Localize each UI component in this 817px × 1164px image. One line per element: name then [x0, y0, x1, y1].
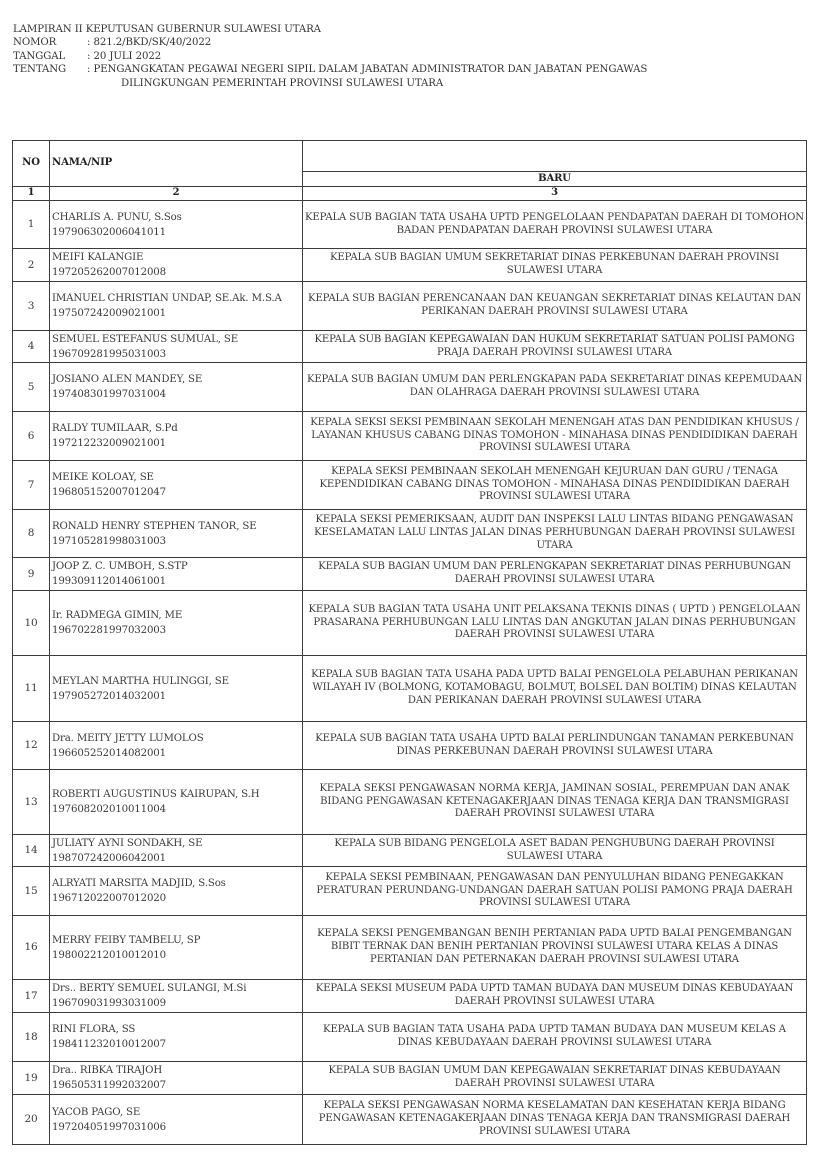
row-number: 4 — [13, 331, 50, 363]
employee-name: RONALD HENRY STEPHEN TANOR, SE — [52, 520, 257, 532]
employee-name: Dra. MEITY JETTY LUMOLOS — [52, 732, 204, 744]
new-position: KEPALA SUB BAGIAN TATA USAHA PADA UPTD BALAI PENGELOLA PELABUHAN PERIKANAN WILAYAH IV (BOLMONG, KOTAMOBAGU, BOLMUT, BOLSEL DAN BOLTIM) DINAS KELAUTAN DAN PERIKANAN DAERAH PROVINSI SULAWESI UTARA — [303, 656, 807, 722]
employee-name: MEIKE KOLOAY, SE — [52, 472, 154, 483]
new-position: KEPALA SUB BAGIAN PERENCANAAN DAN KEUANGAN SEKRETARIAT DINAS KELAUTAN DAN PERIKANAN DAERAH PROVINSI SULAWESI UTARA — [303, 282, 807, 331]
table-row — [13, 363, 807, 412]
employee-name-nip — [50, 867, 303, 916]
employee-nip: 198002212010012010 — [52, 949, 166, 961]
table-row — [13, 980, 807, 1013]
tanggal-value: : 20 JULI 2022 — [87, 50, 162, 62]
row-number: 7 — [13, 461, 50, 510]
employee-nip: 196505311992032007 — [52, 1080, 166, 1091]
employee-nip: 196605252014082001 — [52, 747, 166, 759]
employee-name: JOSIANO ALEN MANDEY, SE — [52, 374, 203, 385]
nomor-label: NOMOR — [13, 37, 57, 49]
employee-nip: 197212232009021001 — [52, 438, 166, 449]
row-number: 14 — [13, 835, 50, 867]
table-row — [13, 1013, 807, 1062]
employee-nip: 198411232010012007 — [52, 1039, 166, 1050]
employee-name-nip — [50, 1013, 303, 1062]
row-number: 12 — [13, 722, 50, 770]
column-index-2: 2 — [50, 187, 303, 201]
new-position: KEPALA SUB BAGIAN UMUM DAN PERLENGKAPAN SEKRETARIAT DINAS PERHUBUNGAN DAERAH PROVINSI SULAWESI UTARA — [303, 558, 807, 591]
employee-name-nip — [50, 510, 303, 558]
employee-name: MEYLAN MARTHA HULINGGI, SE — [52, 675, 229, 687]
row-number: 5 — [13, 363, 50, 412]
column-header-no: NO — [13, 141, 50, 187]
new-position: KEPALA SEKSI MUSEUM PADA UPTD TAMAN BUDAYA DAN MUSEUM DINAS KEBUDAYAAN DAERAH PROVINSI SULAWESI UTARA — [303, 980, 807, 1013]
table-row — [13, 722, 807, 770]
table-row — [13, 591, 807, 656]
employee-name-nip — [50, 656, 303, 722]
row-number: 18 — [13, 1013, 50, 1062]
table-row — [13, 835, 807, 867]
document-header — [13, 23, 647, 90]
column-header-baru: BARU — [303, 172, 807, 187]
new-position: KEPALA SEKSI PENGAWASAN NORMA KESELAMATAN DAN KESEHATAN KERJA BIDANG PENGAWASAN KETENAGAKERJAAN DINAS TENAGA KERJA DAN TRANSMIGRASI DAERAH PROVINSI SULAWESI UTARA — [303, 1095, 807, 1145]
employee-nip: 197205262007012008 — [52, 267, 166, 278]
row-number: 8 — [13, 510, 50, 558]
column-index-row — [13, 187, 807, 201]
employee-name: Drs.. BERTY SEMUEL SULANGI, M.Si — [52, 983, 247, 994]
tentang-value-continued: DILINGKUNGAN PEMERINTAH PROVINSI SULAWESI UTARA — [121, 77, 444, 89]
employee-name-nip — [50, 249, 303, 282]
row-number: 17 — [13, 980, 50, 1013]
employee-nip: 196702281997032003 — [52, 625, 166, 636]
employee-name: YACOB PAGO, SE — [52, 1106, 141, 1118]
table-row — [13, 249, 807, 282]
employee-name: SEMUEL ESTEFANUS SUMUAL, SE — [52, 333, 239, 345]
table-row — [13, 916, 807, 980]
document-title: LAMPIRAN II KEPUTUSAN GUBERNUR SULAWESI UTARA — [13, 24, 321, 35]
employee-nip: 197105281998031003 — [52, 535, 166, 547]
table-row — [13, 656, 807, 722]
new-position: KEPALA SUB BAGIAN UMUM DAN KEPEGAWAIAN SEKRETARIAT DINAS KEBUDAYAAN DAERAH PROVINSI SULAWESI UTARA — [303, 1062, 807, 1095]
row-number: 6 — [13, 412, 50, 461]
employee-nip: 199309112014061001 — [52, 576, 166, 587]
employee-nip: 197906302006041011 — [52, 226, 166, 238]
tanggal-label: TANGGAL — [13, 50, 66, 62]
new-position: KEPALA SEKSI PEMERIKSAAN, AUDIT DAN INSPEKSI LALU LINTAS BIDANG PENGAWASAN KESELAMATAN LALU LINTAS JALAN DINAS PERHUBUNGAN DAERAH PROVINSI SULAWESI UTARA — [303, 510, 807, 558]
table-body — [13, 201, 807, 1145]
tentang-label: TENTANG — [13, 64, 67, 76]
employee-name: IMANUEL CHRISTIAN UNDAP, SE.Ak. M.S.A — [52, 293, 282, 304]
row-number: 19 — [13, 1062, 50, 1095]
tentang-line — [13, 63, 647, 76]
employee-name: ROBERTI AUGUSTINUS KAIRUPAN, S.H — [52, 789, 260, 800]
employee-nip: 196805152007012047 — [52, 487, 166, 498]
employee-name-nip — [50, 201, 303, 249]
column-header-nama-nip: NAMA/NIP — [50, 141, 303, 187]
column-index-1: 1 — [13, 187, 50, 201]
employee-name: ALRYATI MARSITA MADJID, S.Sos — [52, 878, 226, 889]
employee-name: CHARLIS A. PUNU, S.Sos — [52, 211, 182, 223]
table-row — [13, 510, 807, 558]
table-row — [13, 1095, 807, 1145]
employee-name-nip — [50, 363, 303, 412]
employee-nip: 197408301997031004 — [52, 389, 166, 400]
employee-nip: 198707242006042001 — [52, 852, 166, 864]
employee-name: MERRY FEIBY TAMBELU, SP — [52, 934, 201, 946]
employee-name-nip — [50, 722, 303, 770]
row-number: 16 — [13, 916, 50, 980]
row-number: 3 — [13, 282, 50, 331]
new-position: KEPALA SEKSI PENGEMBANGAN BENIH PERTANIAN PADA UPTD BALAI PENGEMBANGAN BIBIT TERNAK DAN BENIH PERTANIAN PROVINSI SULAWESI UTARA KELAS A DINAS PERTANIAN DAN PETERNAKAN DAERAH PROVINSI SULAWESI UTARA — [303, 916, 807, 980]
table-row — [13, 1062, 807, 1095]
column-index-3: 3 — [303, 187, 807, 201]
employee-name: Ir. RADMEGA GIMIN, ME — [52, 610, 183, 621]
appointment-table — [12, 140, 807, 1145]
row-number: 20 — [13, 1095, 50, 1145]
row-number: 15 — [13, 867, 50, 916]
row-number: 9 — [13, 558, 50, 591]
table-header-row — [13, 141, 807, 172]
employee-name-nip — [50, 1062, 303, 1095]
employee-name: RALDY TUMILAAR, S.Pd — [52, 423, 178, 434]
table-row — [13, 412, 807, 461]
row-number: 2 — [13, 249, 50, 282]
new-position: KEPALA SEKSI PEMBINAAN, PENGAWASAN DAN PENYULUHAN BIDANG PENEGAKKAN PERATURAN PERUNDANG-UNDANGAN DAERAH SATUAN POLISI PAMONG PRAJA DAERAH PROVINSI SULAWESI UTARA — [303, 867, 807, 916]
employee-name: Dra.. RIBKA TIRAJOH — [52, 1065, 163, 1076]
new-position: KEPALA SUB BAGIAN TATA USAHA UPTD BALAI PERLINDUNGAN TANAMAN PERKEBUNAN DINAS PERKEBUNAN DAERAH PROVINSI SULAWESI UTARA — [303, 722, 807, 770]
table-row — [13, 331, 807, 363]
row-number: 11 — [13, 656, 50, 722]
employee-name-nip — [50, 591, 303, 656]
employee-name-nip — [50, 558, 303, 591]
column-header-jabatan-group — [303, 141, 807, 172]
employee-nip: 196712022007012020 — [52, 893, 166, 904]
new-position: KEPALA SEKSI SEKSI PEMBINAAN SEKOLAH MENENGAH ATAS DAN PENDIDIKAN KHUSUS / LAYANAN KHUSUS CABANG DINAS TOMOHON - MINAHASA DINAS PENDIDIDIKAN DAERAH PROVINSI SULAWESI UTARA — [303, 412, 807, 461]
employee-name-nip — [50, 916, 303, 980]
table-row — [13, 558, 807, 591]
table-row — [13, 461, 807, 510]
employee-name: JULIATY AYNI SONDAKH, SE — [52, 837, 203, 849]
row-number: 13 — [13, 770, 50, 835]
new-position: KEPALA SUB BAGIAN TATA USAHA PADA UPTD TAMAN BUDAYA DAN MUSEUM KELAS A DINAS KEBUDAYAAN DAERAH PROVINSI SULAWESI UTARA — [303, 1013, 807, 1062]
employee-nip: 197905272014032001 — [52, 690, 166, 702]
employee-name: MEIFI KALANGIE — [52, 252, 144, 263]
new-position: KEPALA SUB BAGIAN UMUM DAN PERLENGKAPAN PADA SEKRETARIAT DINAS KEPEMUDAAN DAN OLAHRAGA DAERAH PROVINSI SULAWESI UTARA — [303, 363, 807, 412]
employee-name-nip — [50, 770, 303, 835]
new-position: KEPALA SUB BAGIAN KEPEGAWAIAN DAN HUKUM SEKRETARIAT SATUAN POLISI PAMONG PRAJA DAERAH PROVINSI SULAWESI UTARA — [303, 331, 807, 363]
table-row — [13, 201, 807, 249]
table-row — [13, 867, 807, 916]
nomor-line — [13, 36, 647, 49]
employee-name: JOOP Z. C. UMBOH, S.STP — [52, 561, 188, 572]
employee-nip: 197507242009021001 — [52, 308, 166, 319]
table-row — [13, 282, 807, 331]
employee-name-nip — [50, 331, 303, 363]
tentang-value: : PENGANGKATAN PEGAWAI NEGERI SIPIL DALAM JABATAN ADMINISTRATOR DAN JABATAN PENGAWAS — [87, 64, 648, 76]
new-position: KEPALA SUB BAGIAN UMUM SEKRETARIAT DINAS PERKEBUNAN DAERAH PROVINSI SULAWESI UTARA — [303, 249, 807, 282]
employee-name-nip — [50, 461, 303, 510]
employee-nip: 197608202010011004 — [52, 804, 166, 815]
row-number: 1 — [13, 201, 50, 249]
tanggal-line — [13, 50, 647, 63]
employee-name-nip — [50, 412, 303, 461]
employee-name-nip — [50, 835, 303, 867]
table-row — [13, 770, 807, 835]
employee-nip: 197204051997031006 — [52, 1121, 166, 1133]
row-number: 10 — [13, 591, 50, 656]
employee-name-nip — [50, 1095, 303, 1145]
nomor-value: : 821.2/BKD/SK/40/2022 — [87, 37, 212, 49]
employee-nip: 196709281995031003 — [52, 348, 166, 360]
new-position: KEPALA SUB BIDANG PENGELOLA ASET BADAN PENGHUBUNG DAERAH PROVINSI SULAWESI UTARA — [303, 835, 807, 867]
new-position: KEPALA SEKSI PEMBINAAN SEKOLAH MENENGAH KEJURUAN DAN GURU / TENAGA KEPENDIDIKAN CABANG DINAS TOMOHON - MINAHASA DINAS PENDIDIDIKAN DAERAH PROVINSI SULAWESI UTARA — [303, 461, 807, 510]
employee-name-nip — [50, 980, 303, 1013]
new-position: KEPALA SUB BAGIAN TATA USAHA UPTD PENGELOLAAN PENDAPATAN DAERAH DI TOMOHON BADAN PENDAPATAN DAERAH PROVINSI SULAWESI UTARA — [303, 201, 807, 249]
employee-nip: 196709031993031009 — [52, 998, 166, 1009]
employee-name: RINI FLORA, SS — [52, 1024, 136, 1035]
employee-name-nip — [50, 282, 303, 331]
new-position: KEPALA SUB BAGIAN TATA USAHA UNIT PELAKSANA TEKNIS DINAS ( UPTD ) PENGELOLAAN PRASARANA PERHUBUNGAN LALU LINTAS DAN ANGKUTAN JALAN DINAS PERHUBUNGAN DAERAH PROVINSI SULAWESI UTARA — [303, 591, 807, 656]
new-position: KEPALA SEKSI PENGAWASAN NORMA KERJA, JAMINAN SOSIAL, PEREMPUAN DAN ANAK BIDANG PENGAWASAN KETENAGAKERJAAN DINAS TENAGA KERJA DAN TRANSMIGRASI DAERAH PROVINSI SULAWESI UTARA — [303, 770, 807, 835]
